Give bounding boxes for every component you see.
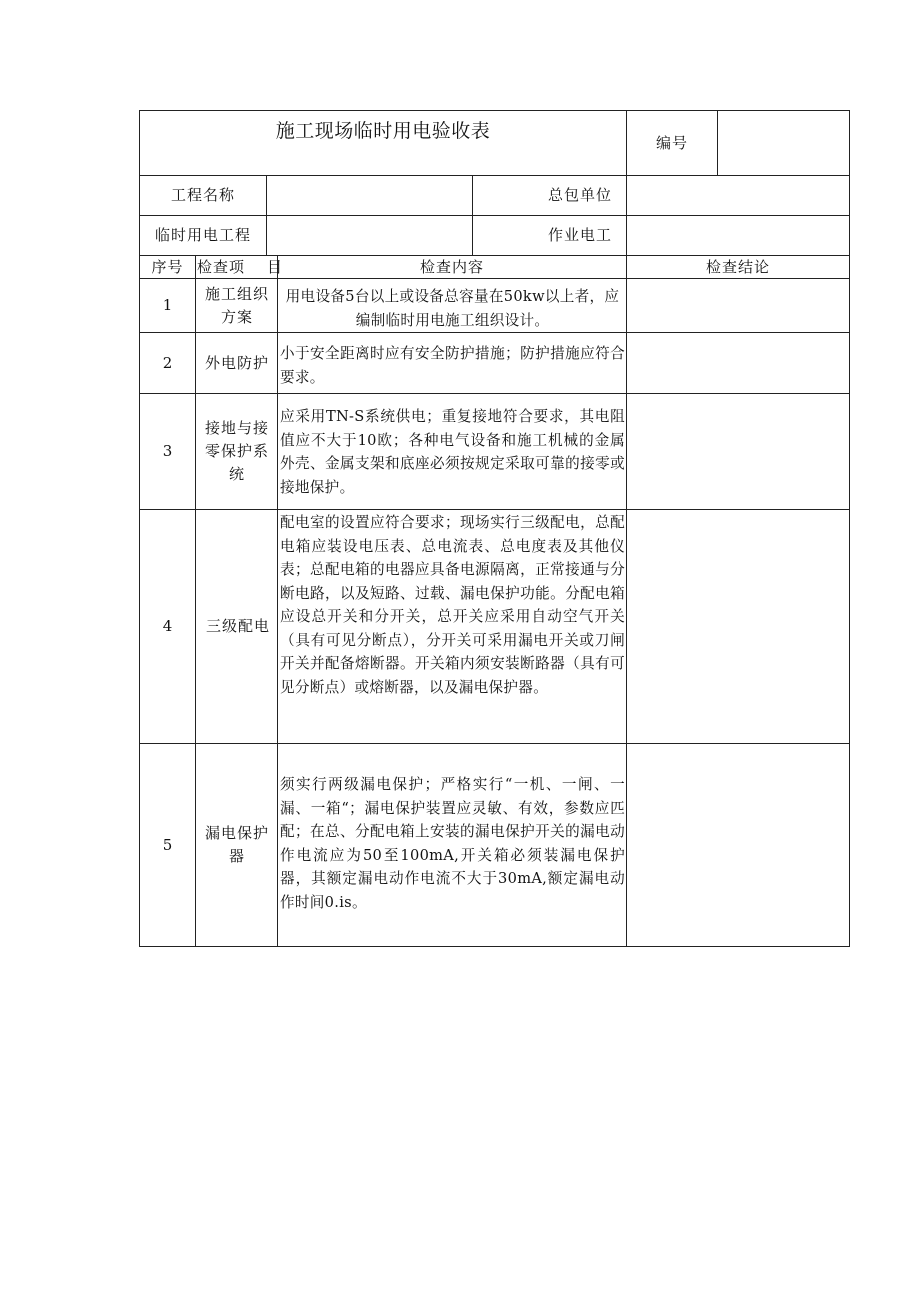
temp-power-label: 临时用电工程 [154, 226, 251, 244]
row-4-seq: 4 [162, 617, 173, 635]
row-2-content: 小于安全距离时应有安全防护措施；防护措施应符合要求。 [280, 345, 625, 386]
rule-seq-divider [195, 255, 196, 946]
row-4-conclusion[interactable] [627, 510, 849, 743]
row-5-item: 漏电保护器 [204, 824, 269, 865]
row-2-seq: 2 [162, 353, 173, 372]
row-4-content: 配电室的设置应符合要求；现场实行三级配电，总配电箱应装设电压表、总电流表、总电度表及其他仪表；总配电箱的电器应具备电源隔离，正常接通与分断电路，以及短路、过载、漏电保护功能。分配电箱应设总开关和分开关，总开关应采用自动空气开关（具有可见分断点），分开关可采用漏电开关或刀闸开关并配备熔断器。开关箱内须安装断路器（具有可见分断点）或熔断器，以及漏电保护器。 [280, 514, 625, 696]
number-label: 编号 [655, 133, 688, 152]
project-name-value[interactable] [267, 176, 472, 215]
contractor-value[interactable] [627, 176, 849, 215]
acceptance-form-table [139, 110, 850, 947]
row-1-item: 施工组织方案 [204, 284, 269, 326]
row-3-content: 应采用TN-S系统供电；重复接地符合要求，其电阻值应不大于10欧；各种电气设备和施工机械的金属外壳、金属支架和底座必须按规定采取可靠的接零或接地保护。 [280, 408, 625, 496]
column-header-content: 检查内容 [419, 257, 484, 276]
column-header-item: 检查项 [197, 258, 246, 276]
row-3-conclusion[interactable] [627, 394, 849, 509]
row-1-content: 用电设备5台以上或设备总容量在50kw以上者，应编制临时用电施工组织设计。 [285, 288, 620, 329]
electrician-label: 作业电工 [547, 226, 612, 244]
number-value[interactable] [718, 111, 849, 175]
row-5-seq: 5 [162, 835, 173, 854]
row-3-item: 接地与接零保护系统 [204, 419, 269, 483]
form-title: 施工现场临时用电验收表 [275, 119, 491, 142]
electrician-value[interactable] [627, 216, 849, 255]
column-header-seq: 序号 [151, 257, 184, 276]
row-1-conclusion[interactable] [627, 279, 849, 332]
row-5-content: 须实行两级漏电保护；严格实行“一机、一闸、一漏、一箱“；漏电保护装置应灵敏、有效，参数应匹配；在总、分配电箱上安装的漏电保护开关的漏电动作电流应为50至100mA,开关箱必须装漏电保护器，其额定漏电动作电流不大于30mA,额定漏电动作时间0.is。 [280, 776, 625, 911]
column-header-conclusion: 检查结论 [705, 257, 770, 276]
contractor-label: 总包单位 [547, 186, 612, 204]
project-name-label: 工程名称 [170, 186, 235, 204]
row-1-seq: 1 [162, 296, 173, 314]
column-header-item-overflow: 目 [267, 258, 283, 276]
row-4-item: 三级配电 [205, 617, 270, 635]
row-2-item: 外电防护 [204, 353, 269, 372]
temp-power-value[interactable] [267, 216, 472, 255]
row-2-conclusion[interactable] [627, 333, 849, 393]
row-3-seq: 3 [162, 442, 173, 460]
row-5-conclusion[interactable] [627, 744, 849, 946]
